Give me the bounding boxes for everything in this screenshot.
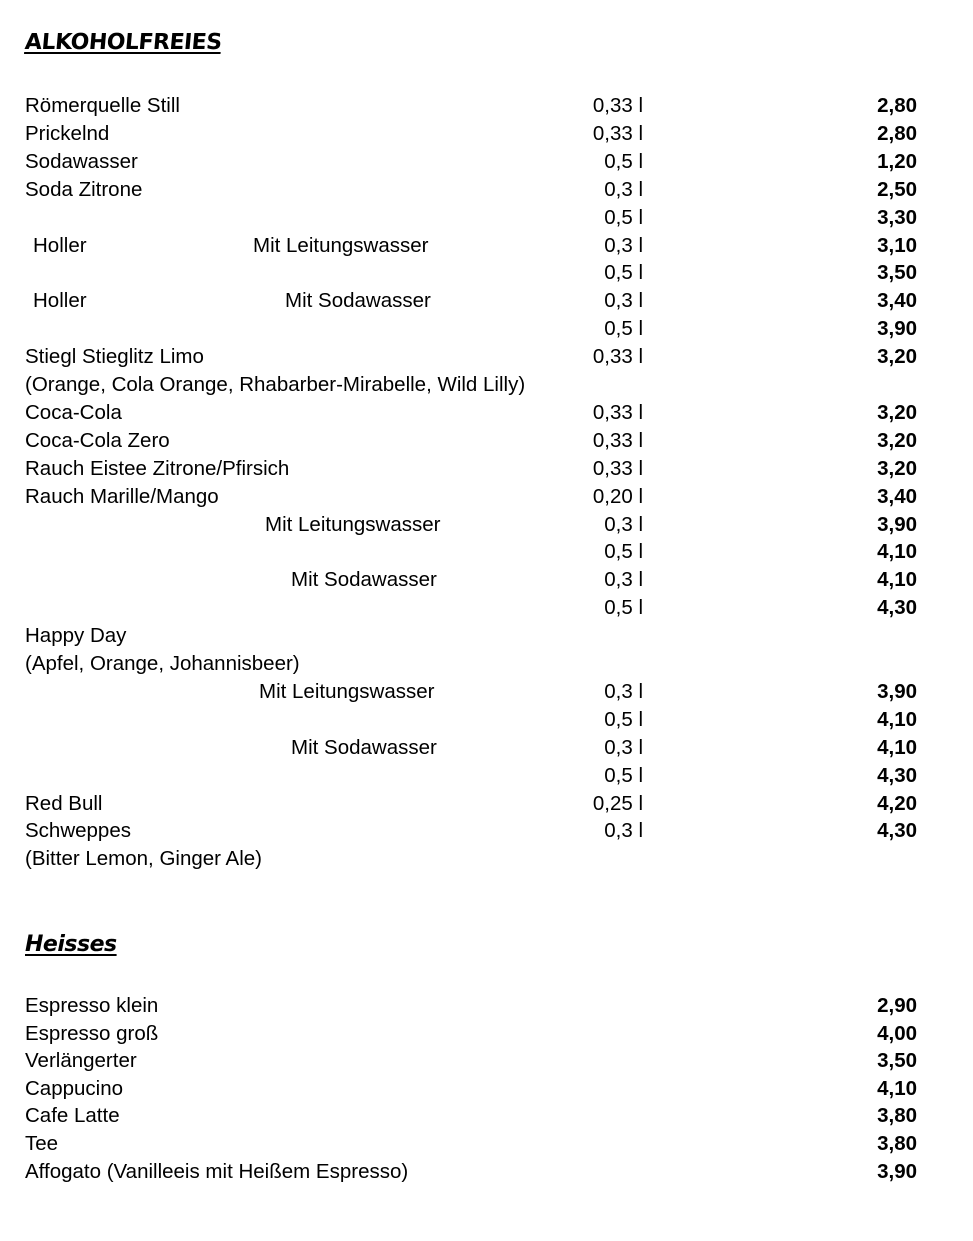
menu-item-row xyxy=(0,259,973,287)
item-price: 3,90 xyxy=(877,679,917,703)
item-volume: 0,3 l xyxy=(604,735,643,759)
item-price: 3,10 xyxy=(877,233,917,257)
item-serving-note: Mit Sodawasser xyxy=(285,289,431,313)
item-volume: 0,33 l xyxy=(592,345,643,369)
item-price: 2,80 xyxy=(877,121,917,145)
item-price: 2,80 xyxy=(877,94,917,117)
item-name: Tee xyxy=(25,1132,59,1155)
item-name: Stiegl Stieglitz Limo xyxy=(25,345,204,369)
item-volume: 0,33 l xyxy=(592,121,643,145)
item-volume: 0,20 l xyxy=(592,484,643,508)
item-name: Schweppes xyxy=(25,819,131,843)
menu-item-row xyxy=(0,1020,973,1048)
item-volume: 0,33 l xyxy=(592,400,643,424)
item-name: Prickelnd xyxy=(25,121,110,145)
item-name: Espresso groß xyxy=(25,1021,159,1045)
item-price: 3,50 xyxy=(877,1049,917,1073)
item-name: Red Bull xyxy=(25,791,103,815)
item-name: Holler xyxy=(33,233,87,257)
item-price: 4,20 xyxy=(877,791,917,815)
item-volume: 0,3 l xyxy=(604,819,643,843)
item-name: Rauch Marille/Mango xyxy=(25,484,219,508)
item-price: 3,80 xyxy=(877,1104,917,1128)
item-name: Coca-Cola Zero xyxy=(25,428,170,452)
menu-item-row xyxy=(0,148,973,176)
item-volume: 0,3 l xyxy=(604,568,643,592)
item-price: 4,00 xyxy=(877,1021,917,1045)
item-volume: 0,3 l xyxy=(604,289,643,313)
item-price: 3,80 xyxy=(877,1132,917,1155)
item-name: Coca-Cola xyxy=(25,400,122,424)
item-name: (Apfel, Orange, Johannisbeer) xyxy=(25,652,300,675)
item-price: 4,30 xyxy=(877,763,917,787)
item-volume: 0,5 l xyxy=(604,261,643,285)
item-volume: 0,5 l xyxy=(604,540,643,564)
item-name: Römerquelle Still xyxy=(25,94,180,117)
item-price: 4,10 xyxy=(877,735,917,759)
item-serving-note: Mit Sodawasser xyxy=(291,568,437,592)
item-serving-note: Mit Sodawasser xyxy=(291,735,437,759)
item-volume: 0,3 l xyxy=(604,177,643,201)
item-price: 3,50 xyxy=(877,261,917,285)
menu-item-row xyxy=(0,538,973,566)
item-volume: 0,33 l xyxy=(592,94,643,117)
item-name: Cappucino xyxy=(25,1076,124,1100)
menu-item-row xyxy=(0,92,973,120)
item-name: (Orange, Cola Orange, Rhabarber-Mirabelle, Wild Lilly) xyxy=(25,373,526,396)
item-price: 1,20 xyxy=(877,149,917,173)
menu-item-row xyxy=(0,343,973,371)
item-name: Cafe Latte xyxy=(25,1104,120,1128)
item-serving-note: Mit Leitungswasser xyxy=(253,233,429,257)
menu-item-row xyxy=(0,992,973,1020)
item-price: 3,40 xyxy=(877,289,917,313)
menu-item-row xyxy=(0,1102,973,1130)
item-price: 4,10 xyxy=(877,1076,917,1100)
item-price: 3,40 xyxy=(877,484,917,508)
item-price: 4,10 xyxy=(877,707,917,731)
menu-item-row xyxy=(0,483,973,511)
menu-item-row xyxy=(0,371,973,399)
item-name: Verlängerter xyxy=(25,1049,137,1073)
item-price: 3,90 xyxy=(877,317,917,341)
item-name: Happy Day xyxy=(25,624,127,648)
menu-item-row xyxy=(0,176,973,204)
item-price: 3,90 xyxy=(877,1159,917,1183)
item-volume: 0,5 l xyxy=(604,317,643,341)
item-price: 3,20 xyxy=(877,345,917,369)
item-volume: 0,5 l xyxy=(604,596,643,620)
menu-item-row xyxy=(0,762,973,790)
menu-item-row xyxy=(0,287,973,315)
item-price: 4,30 xyxy=(877,596,917,620)
item-volume: 0,25 l xyxy=(592,791,643,815)
item-price: 4,10 xyxy=(877,568,917,592)
menu-item-row xyxy=(0,1158,973,1186)
item-price: 4,10 xyxy=(877,540,917,564)
item-price: 2,90 xyxy=(877,994,917,1017)
menu-item-row xyxy=(0,511,973,539)
item-name: (Bitter Lemon, Ginger Ale) xyxy=(25,847,262,871)
item-serving-note: Mit Leitungswasser xyxy=(265,512,441,536)
menu-item-row xyxy=(0,650,973,678)
menu-item-row xyxy=(0,678,973,706)
item-volume: 0,5 l xyxy=(604,707,643,731)
menu-item-row xyxy=(0,790,973,818)
item-volume: 0,3 l xyxy=(604,233,643,257)
section-title-alkoholfreies: ALKOHOLFREIES xyxy=(23,30,223,55)
item-name: Espresso klein xyxy=(25,994,159,1017)
menu-item-row xyxy=(0,455,973,483)
item-price: 3,20 xyxy=(877,456,917,480)
item-name: Affogato (Vanilleeis mit Heißem Espresso) xyxy=(25,1159,409,1183)
section-title-heisses: Heisses xyxy=(25,932,117,957)
item-name: Soda Zitrone xyxy=(25,177,143,201)
menu-item-row xyxy=(0,1047,973,1075)
menu-item-row xyxy=(0,315,973,343)
item-volume: 0,5 l xyxy=(604,205,643,229)
item-price: 3,20 xyxy=(877,428,917,452)
item-price: 2,50 xyxy=(877,177,917,201)
item-volume: 0,33 l xyxy=(592,456,643,480)
item-price: 3,90 xyxy=(877,512,917,536)
item-volume: 0,3 l xyxy=(604,512,643,536)
menu-item-row xyxy=(0,427,973,455)
item-price: 3,30 xyxy=(877,205,917,229)
item-name: Rauch Eistee Zitrone/Pfirsich xyxy=(25,456,290,480)
item-volume: 0,5 l xyxy=(604,763,643,787)
menu-item-row xyxy=(0,204,973,232)
item-volume: 0,3 l xyxy=(604,679,643,703)
menu-item-row xyxy=(0,399,973,427)
item-serving-note: Mit Leitungswasser xyxy=(259,679,435,703)
item-name: Holler xyxy=(33,289,87,313)
item-price: 4,30 xyxy=(877,819,917,843)
menu-item-row xyxy=(0,734,973,762)
item-price: 3,20 xyxy=(877,400,917,424)
menu-item-row xyxy=(0,120,973,148)
menu-item-row xyxy=(0,845,973,873)
menu-item-row xyxy=(0,1075,973,1103)
item-name: Sodawasser xyxy=(25,149,138,173)
menu-item-row xyxy=(0,232,973,260)
menu-item-row xyxy=(0,1130,973,1158)
menu-item-row xyxy=(0,817,973,845)
menu-item-row xyxy=(0,566,973,594)
menu-item-row xyxy=(0,622,973,650)
menu-item-row xyxy=(0,706,973,734)
menu-item-row xyxy=(0,594,973,622)
item-volume: 0,33 l xyxy=(592,428,643,452)
item-volume: 0,5 l xyxy=(604,149,643,173)
